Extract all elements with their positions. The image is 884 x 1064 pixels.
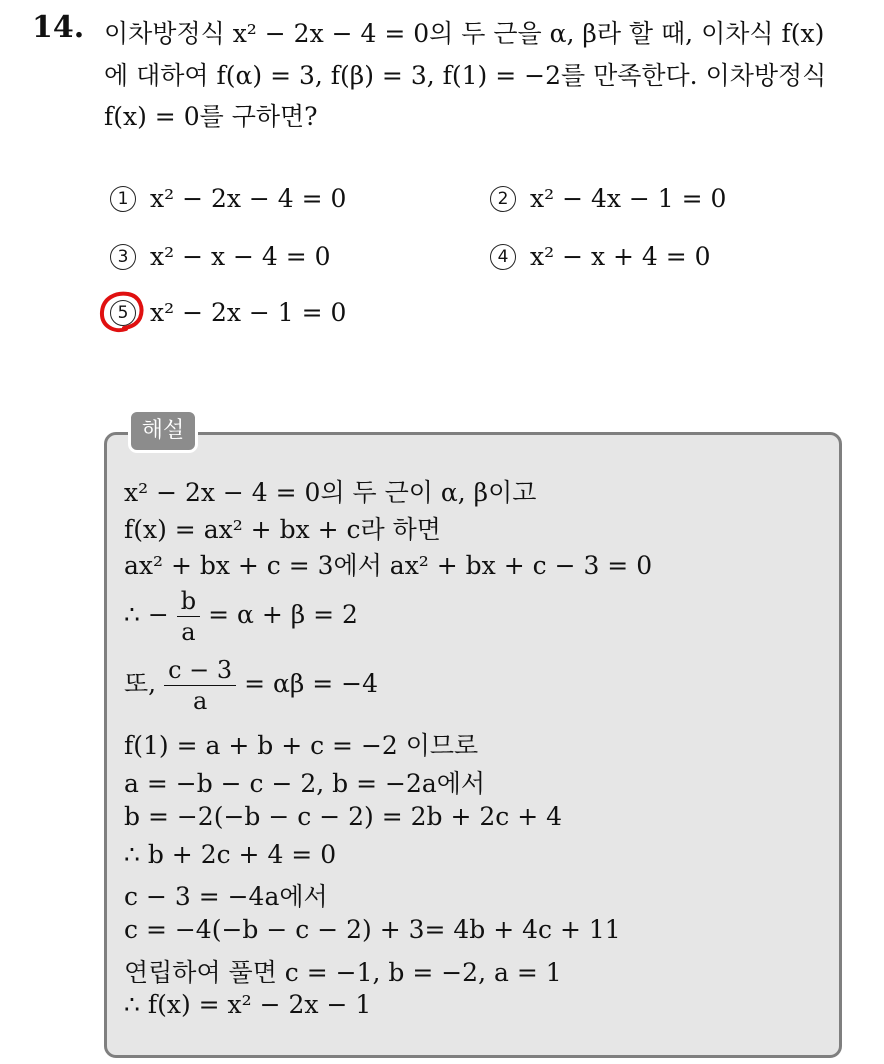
choice-1[interactable] [110, 184, 346, 213]
solution-line-2: f(x) = ax² + bx + c라 하면 [124, 515, 441, 544]
solution-line-1: x² − 2x − 4 = 0의 두 근이 α, β이고 [124, 478, 537, 507]
line4-prefix: ∴ − [124, 600, 169, 629]
choice-number-2: 2 [490, 186, 516, 212]
choice-text-2: x² − 4x − 1 = 0 [530, 184, 727, 213]
choice-text-5: x² − 2x − 1 = 0 [150, 298, 347, 327]
line5-suffix: = αβ = −4 [244, 669, 379, 698]
choice-4[interactable] [490, 242, 711, 271]
fraction-c-minus-3-over-a [164, 655, 236, 716]
question-line-2: 에 대하여 f(α) = 3, f(β) = 3, f(1) = −2를 만족한다. 이차방정식 [104, 61, 827, 90]
question-line-1: 이차방정식 x² − 2x − 4 = 0의 두 근을 α, β라 할 때, 이차식 f(x) [104, 19, 825, 48]
answer-circle-mark [96, 288, 148, 334]
solution-tag: 해설 [128, 409, 198, 453]
question-line-3: f(x) = 0를 구하면? [104, 102, 318, 131]
question-number: 14. [32, 10, 85, 45]
choice-number-5: 5 [110, 300, 136, 326]
solution-line-11: c = −4(−b − c − 2) + 3= 4b + 4c + 11 [124, 915, 621, 944]
solution-line-3: ax² + bx + c = 3에서 ax² + bx + c − 3 = 0 [124, 551, 653, 580]
solution-line-8: b = −2(−b − c − 2) = 2b + 2c + 4 [124, 802, 562, 831]
solution-line-7: a = −b − c − 2, b = −2a에서 [124, 769, 486, 798]
choice-number-4: 4 [490, 244, 516, 270]
solution-line-12: 연립하여 풀면 c = −1, b = −2, a = 1 [124, 958, 562, 987]
choice-3[interactable] [110, 242, 331, 271]
fraction-denominator: a [192, 687, 208, 715]
solution-line-10: c − 3 = −4a에서 [124, 882, 328, 911]
choice-text-4: x² − x + 4 = 0 [530, 242, 711, 271]
line4-suffix: = α + β = 2 [208, 600, 358, 629]
fraction-numerator: c − 3 [164, 655, 236, 686]
fraction-b-over-a [177, 586, 200, 647]
choice-number-1: 1 [110, 186, 136, 212]
choice-number-3: 3 [110, 244, 136, 270]
solution-line-13: ∴ f(x) = x² − 2x − 1 [124, 990, 372, 1019]
fraction-numerator: b [177, 586, 200, 617]
choice-2[interactable] [490, 184, 726, 213]
choice-text-3: x² − x − 4 = 0 [150, 242, 331, 271]
solution-line-4 [124, 586, 358, 647]
line5-prefix: 또, [124, 669, 157, 698]
solution-line-6: f(1) = a + b + c = −2 이므로 [124, 731, 479, 760]
solution-line-5 [124, 655, 378, 716]
fraction-denominator: a [181, 618, 196, 646]
choice-text-1: x² − 2x − 4 = 0 [150, 184, 347, 213]
solution-line-9: ∴ b + 2c + 4 = 0 [124, 840, 337, 869]
